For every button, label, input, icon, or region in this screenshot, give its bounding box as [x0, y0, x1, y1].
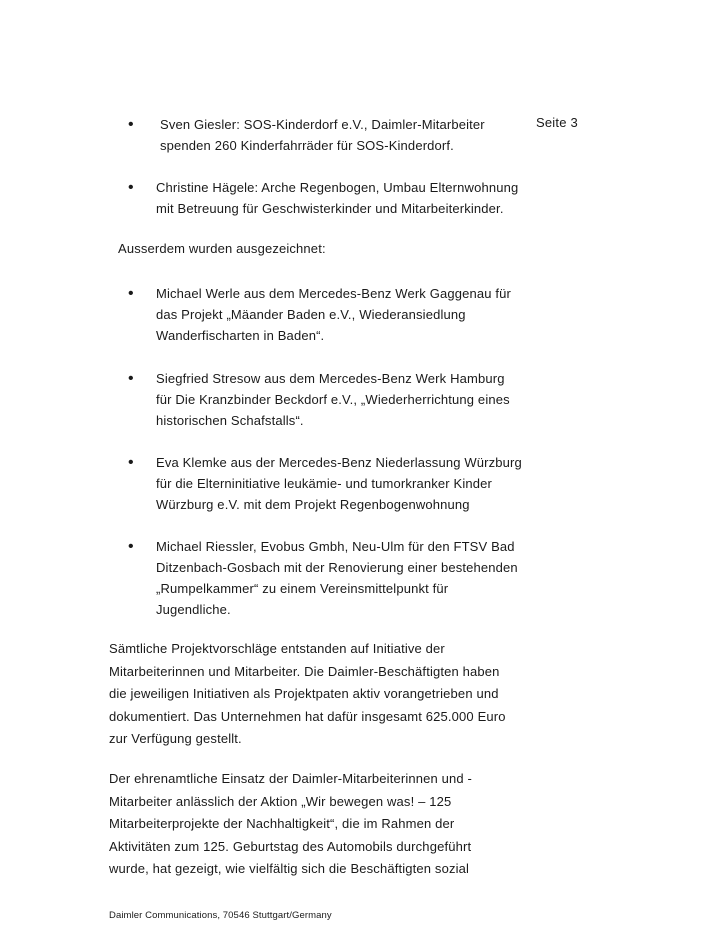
bullet-icon: • [128, 454, 134, 471]
list-item-text: Christine Hägele: Arche Regenbogen, Umbau Elternwohnung mit Betreuung für Geschwisterkinder und Mitarbeiterkinder. [156, 180, 519, 216]
list-item-text: Michael Werle aus dem Mercedes-Benz Werk Gaggenau für das Projekt „Mäander Baden e.V., Wiederansiedlung Wanderfischarten in Baden“. [156, 286, 512, 343]
intro-heading: Ausserdem wurden ausgezeichnet: [118, 241, 326, 256]
bullet-icon: • [128, 538, 134, 555]
list-item-text: Sven Giesler: SOS-Kinderdorf e.V., Daimler-Mitarbeiter spenden 260 Kinderfahrräder für SOS-Kinderdorf. [160, 117, 485, 153]
body-paragraph: Sämtliche Projektvorschläge entstanden auf Initiative der Mitarbeiterinnen und Mitarbeiter. Die Daimler-Beschäftigten haben die jeweiligen Initiativen als Projektpaten aktiv vorangetrieben und dokumentiert. Das Unternehmen hat dafür insgesamt 625.000 Euro zur Verfügung gestellt. [109, 641, 506, 746]
bullet-icon: • [128, 179, 134, 196]
list-item-text: Michael Riessler, Evobus Gmbh, Neu-Ulm für den FTSV Bad Ditzenbach-Gosbach mit der Renovierung einer bestehenden „Rumpelkammer“ zu einem Vereinsmittelpunkt für Jugendliche. [156, 539, 518, 617]
bullet-icon: • [128, 370, 134, 387]
list-item-text: Eva Klemke aus der Mercedes-Benz Niederlassung Würzburg für die Elterninitiative leukämie- und tumorkranker Kinder Würzburg e.V. mit dem Projekt Regenbogenwohnung [156, 455, 522, 512]
footer-address: Daimler Communications, 70546 Stuttgart/Germany [109, 910, 332, 921]
bullet-icon: • [128, 116, 134, 133]
bullet-icon: • [128, 285, 134, 302]
page-number: Seite 3 [536, 115, 578, 130]
list-item-text: Siegfried Stresow aus dem Mercedes-Benz Werk Hamburg für Die Kranzbinder Beckdorf e.V., „Wiederherrichtung eines historischen Schafstalls“. [156, 371, 510, 428]
body-paragraph: Der ehrenamtliche Einsatz der Daimler-Mitarbeiterinnen und - Mitarbeiter anlässlich der Aktion „Wir bewegen was! – 125 Mitarbeiterprojekte der Nachhaltigkeit“, die im Rahmen der Aktivitäten zum 125. Geburtstag des Automobils durchgeführt wurde, hat gezeigt, wie vielfältig sich die Beschäftigten sozial [109, 771, 473, 876]
